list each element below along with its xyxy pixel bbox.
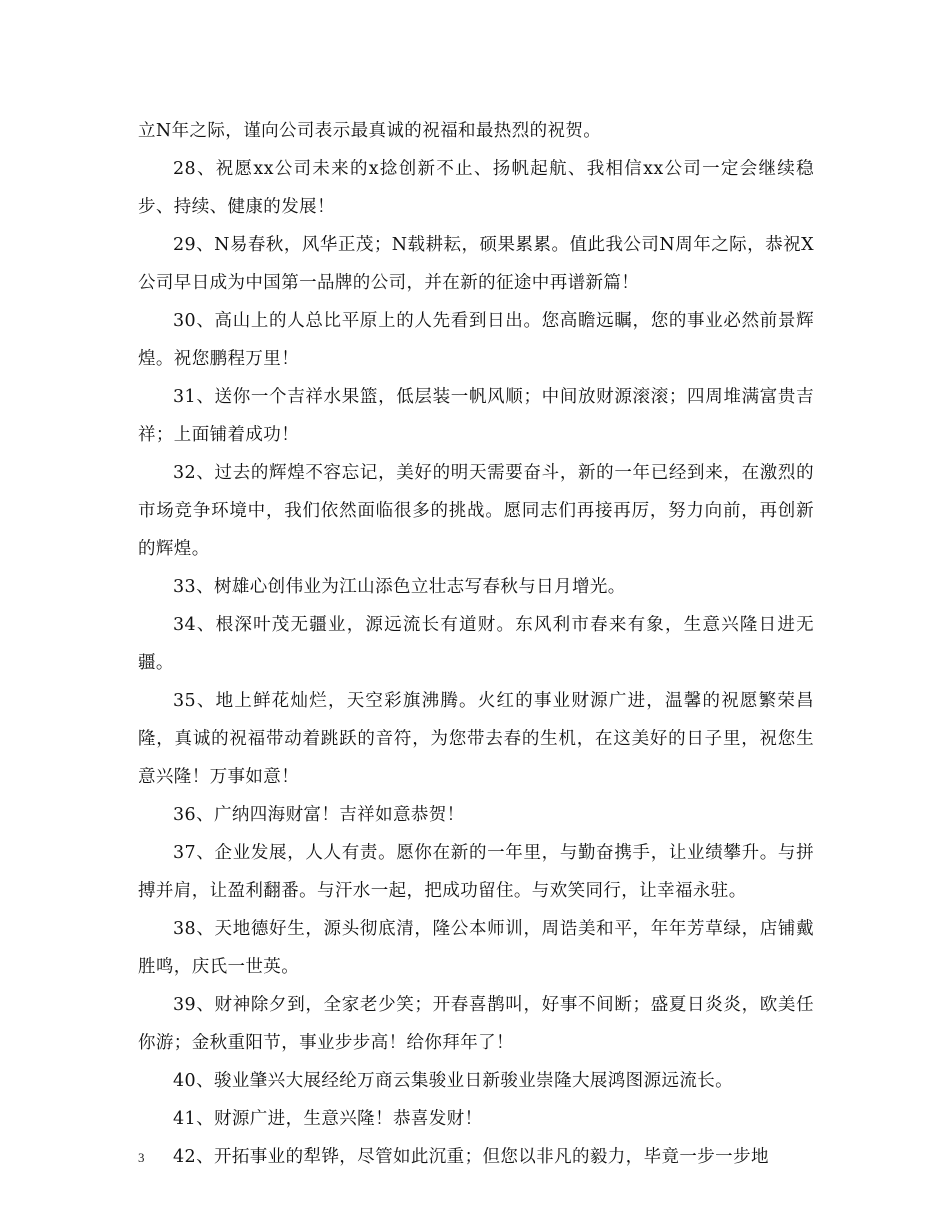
paragraph-40: 40、骏业肇兴大展经纶万商云集骏业日新骏业崇隆大展鸿图源远流长。 bbox=[173, 1071, 734, 1091]
paragraph-42: 42、开拓事业的犁铧，尽管如此沉重；但您以非凡的毅力，毕竟一步一步地 bbox=[173, 1147, 769, 1167]
paragraph-36: 36、广纳四海财富！吉祥如意恭贺！ bbox=[173, 805, 465, 825]
paragraph-30: 30、高山上的人总比平原上的人先看到日出。您高瞻远瞩，您的事业必然前景辉煌。祝您鹏程万里！ bbox=[138, 311, 814, 369]
paragraph-32: 32、过去的辉煌不容忘记，美好的明天需要奋斗，新的一年已经到来，在激烈的市场竞争环境中，我们依然面临很多的挑战。愿同志们再接再厉，努力向前，再创新的辉煌。 bbox=[138, 463, 814, 559]
paragraph-31: 31、送你一个吉祥水果篮，低层装一帆风顺；中间放财源滚滚；四周堆满富贵吉祥；上面铺着成功！ bbox=[138, 387, 814, 445]
paragraph-28: 28、祝愿xx公司未来的x捻创新不止、扬帆起航、我相信xx公司一定会继续稳步、持续、健康的发展！ bbox=[138, 159, 814, 217]
paragraph-38: 38、天地德好生，源头彻底清，隆公本师训，周诰美和平，年年芳草绿，店铺戴胜鸣，庆氏一世英。 bbox=[138, 919, 814, 977]
paragraph-37: 37、企业发展，人人有责。愿你在新的一年里，与勤奋携手，让业绩攀升。与拼搏并肩，让盈利翻番。与汗水一起，把成功留住。与欢笑同行，让幸福永驻。 bbox=[138, 843, 814, 901]
paragraph-35: 35、地上鲜花灿烂，天空彩旗沸腾。火红的事业财源广进，温馨的祝愿繁荣昌隆，真诚的祝福带动着跳跃的音符，为您带去春的生机，在这美好的日子里，祝您生意兴隆！万事如意！ bbox=[138, 691, 814, 787]
paragraph-41: 41、财源广进，生意兴隆！恭喜发财！ bbox=[173, 1109, 483, 1129]
paragraph-29: 29、N易春秋，风华正茂；N载耕耘，硕果累累。值此我公司N周年之际，恭祝X公司早日成为中国第一品牌的公司，并在新的征途中再谱新篇！ bbox=[138, 235, 814, 293]
paragraph-34: 34、根深叶茂无疆业，源远流长有道财。东风利市春来有象，生意兴隆日进无疆。 bbox=[138, 615, 814, 673]
page-number: 3 bbox=[138, 1150, 145, 1165]
paragraph-continuation: 立N年之际，谨向公司表示最真诚的祝福和最热烈的祝贺。 bbox=[138, 121, 602, 141]
document-body bbox=[138, 112, 814, 1176]
paragraph-33: 33、树雄心创伟业为江山添色立壮志写春秋与日月增光。 bbox=[173, 577, 626, 597]
paragraph-39: 39、财神除夕到，全家老少笑；开春喜鹊叫，好事不间断；盛夏日炎炎，欧美任你游；金秋重阳节，事业步步高！给你拜年了！ bbox=[138, 995, 814, 1053]
